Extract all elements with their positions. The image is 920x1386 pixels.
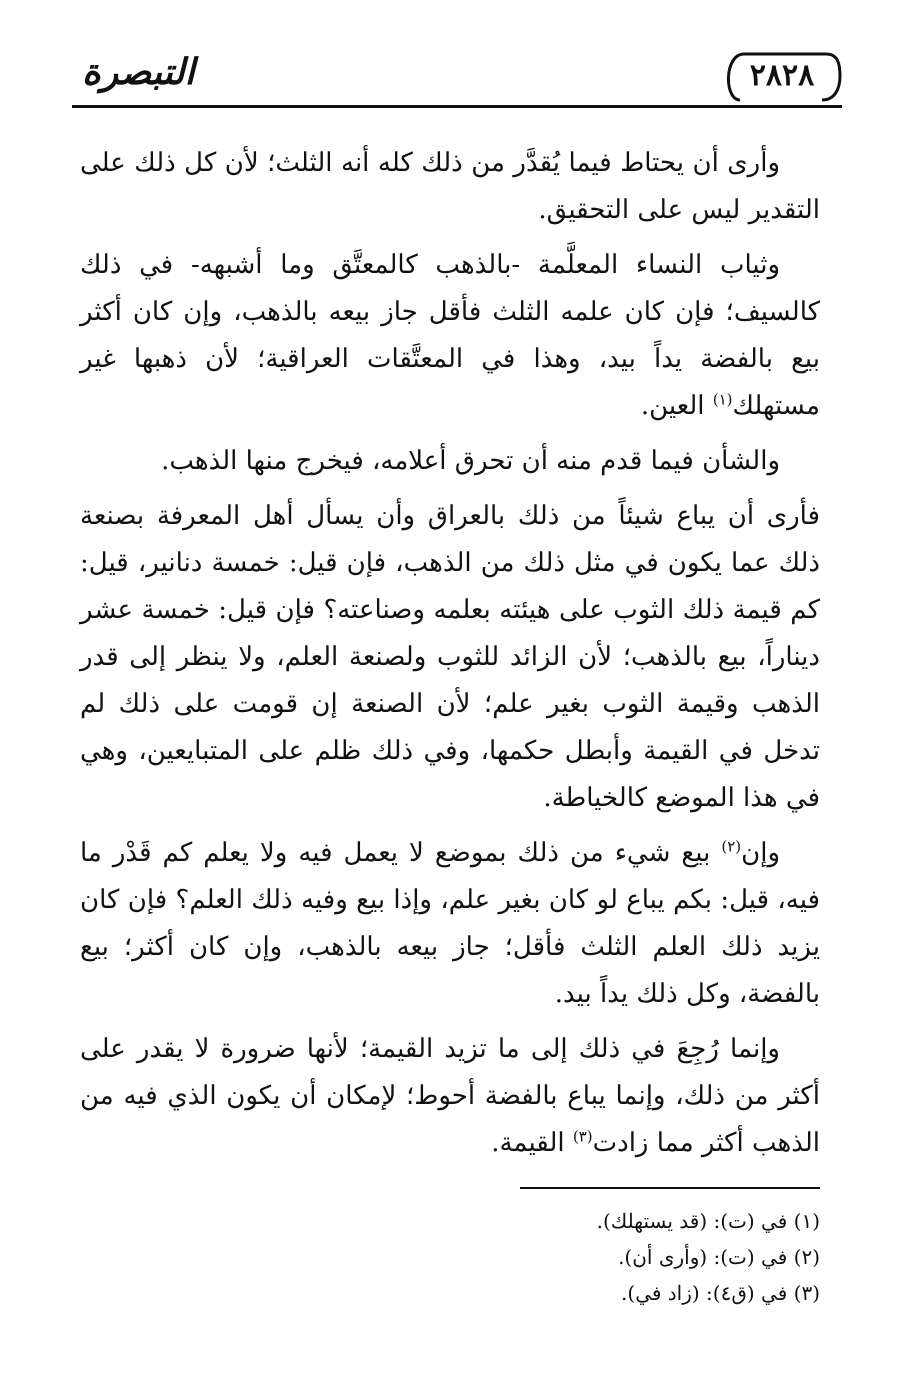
header-rule [72, 105, 842, 108]
footnote-ref-1: (١) [712, 390, 733, 409]
book-title: التبصرة [82, 51, 195, 93]
paragraph-2 [80, 242, 820, 430]
paragraph-3: والشأن فيما قدم منه أن تحرق أعلامه، فيخرج منها الذهب. [161, 446, 780, 476]
footnote-2: (٢) في (ت): (وأرى أن). [618, 1245, 820, 1269]
paragraph-2-text: وثياب النساء المعلَّمة -بالذهب كالمعتَّق وما أشبهه- في ذلك كالسيف؛ فإن كان علمه الثلث فأقل جاز بيعه بالذهب، وإن كان أكثر بيع بالفضة يداً بيد، وهذا في المعتَّقات العراقية؛ لأن ذهبها غير مستهلك [80, 250, 820, 421]
page-header [72, 44, 842, 108]
footnote-ref-2: (٢) [721, 837, 742, 856]
paragraph-6 [80, 1026, 820, 1167]
footnote-3: (٣) في (ق٤): (زاد في). [621, 1281, 820, 1305]
paragraph-4: فأرى أن يباع شيئاً من ذلك بالعراق وأن يسأل أهل المعرفة بصنعة ذلك عما يكون في مثل ذلك من الذهب، فإن قيل: خمسة دنانير، قيل: كم قيمة ذلك الثوب على هيئته بعلمه وصناعته؟ فإن قيل: خمسة عشر ديناراً، بيع بالذهب؛ لأن الزائد للثوب ولصنعة العلم، ولا ينظر إلى قدر الذهب وقيمة الثوب بغير علم؛ لأن الصنعة إن قومت على ذلك لم تدخل في القيمة وأبطل حكمها، وفي ذلك ظلم على المتبايعين، وهي في هذا الموضع كالخياطة. [80, 501, 820, 813]
footnote-separator [520, 1187, 820, 1189]
paragraph-1: وأرى أن يحتاط فيما يُقدَّر من ذلك كله أنه الثلث؛ لأن كل ذلك على التقدير ليس على التحقيق. [80, 148, 820, 225]
footnote-1: (١) في (ت): (قد يستهلك). [596, 1209, 820, 1233]
paragraph-5 [80, 830, 820, 1018]
paragraph-5-lead: وإن [741, 838, 781, 868]
paragraph-6-text: وإنما رُجِعَ في ذلك إلى ما تزيد القيمة؛ لأنها ضرورة لا يقدر على أكثر من ذلك، وإنما يباع بالفضة أحوط؛ لإمكان أن يكون الذي فيه من الذهب أكثر مما زادت [80, 1034, 820, 1158]
page-number: ٢٨٢٨ [749, 58, 815, 93]
page-number-frame [722, 50, 842, 102]
footnote-ref-3: (٣) [572, 1127, 593, 1146]
paragraph-2-tail: العين. [640, 391, 705, 421]
paragraph-6-tail: القيمة. [491, 1128, 565, 1158]
paragraph-5-text: بيع شيء من ذلك بموضع لا يعمل فيه ولا يعلم كم قَدْر ما فيه، قيل: بكم يباع لو كان بغير علم، وإذا بيع وفيه ذلك العلم؟ فإن كان يزيد ذلك العلم الثلث فأقل؛ جاز بيعه بالذهب، وإن كان أكثر؛ بيع بالفضة، وكل ذلك يداً بيد. [80, 838, 820, 1009]
main-text [80, 140, 820, 1175]
footnotes [440, 1203, 820, 1311]
